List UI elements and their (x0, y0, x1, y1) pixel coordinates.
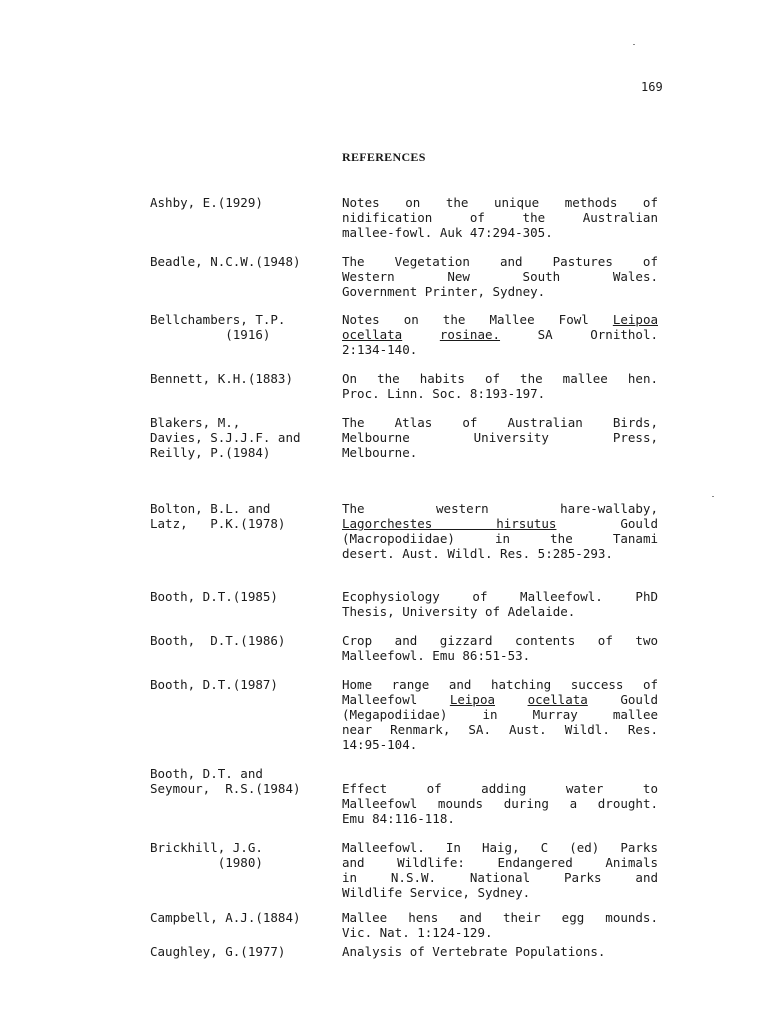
citation-text (495, 692, 528, 707)
citation-text: Malleefowl mounds during a drought. (342, 796, 658, 811)
reference-citation (342, 944, 658, 959)
author-line: Seymour, R.S.(1984) (150, 781, 301, 796)
citation-line (342, 371, 658, 386)
citation-text: The Vegetation and Pastures of (342, 254, 658, 269)
citation-text: Malleefowl (342, 692, 450, 707)
reference-citation (342, 677, 658, 752)
citation-text: mallee-fowl. Auk 47:294-305. (342, 225, 553, 240)
citation-text: Emu 84:116-118. (342, 811, 455, 826)
author-line: Booth, D.T.(1986) (150, 633, 286, 648)
citation-text: Government Printer, Sydney. (342, 284, 546, 299)
page-number: 169 (641, 80, 663, 94)
reference-author (150, 415, 340, 460)
citation-text: Vic. Nat. 1:124-129. (342, 925, 493, 940)
citation-text: Melbourne. (342, 445, 418, 460)
reference-citation (342, 910, 658, 940)
italic-taxon-text: ocellata (527, 692, 588, 707)
citation-text: Notes on the unique methods of (342, 195, 658, 210)
citation-text: desert. Aust. Wildl. Res. 5:285-293. (342, 546, 613, 561)
reference-author (150, 910, 340, 925)
citation-text: Analysis of Vertebrate Populations. (342, 944, 606, 959)
citation-line (342, 589, 658, 604)
reference-citation (342, 195, 658, 240)
scan-speck (712, 496, 714, 497)
italic-taxon-text: rosinae. (439, 327, 501, 342)
citation-line (342, 284, 658, 299)
citation-text: in N.S.W. National Parks and (342, 870, 658, 885)
citation-line (342, 195, 658, 210)
italic-taxon-text: Leipoa (449, 692, 495, 707)
citation-text: Western New South Wales. (342, 269, 658, 284)
citation-text: Proc. Linn. Soc. 8:193-197. (342, 386, 546, 401)
reference-author (150, 312, 340, 342)
citation-line (342, 722, 658, 737)
citation-line (342, 254, 658, 269)
citation-text: Effect of adding water to (342, 781, 658, 796)
author-line: (1980) (150, 855, 263, 870)
citation-text: (Macropodiidae) in the Tanami (342, 531, 658, 546)
reference-citation (342, 589, 658, 619)
citation-line (342, 781, 658, 796)
citation-line (342, 501, 658, 516)
citation-line (342, 516, 658, 531)
reference-author (150, 766, 340, 796)
reference-citation (342, 415, 658, 460)
author-line: Campbell, A.J.(1884) (150, 910, 301, 925)
reference-author (150, 371, 340, 386)
citation-line (342, 430, 658, 445)
author-line: Reilly, P.(1984) (150, 445, 271, 460)
citation-text: The western hare-wallaby, (342, 501, 658, 516)
citation-line (342, 633, 658, 648)
citation-text: and Wildlife: Endangered Animals (342, 855, 658, 870)
author-line: Ashby, E.(1929) (150, 195, 263, 210)
citation-text: Gould (587, 692, 658, 707)
citation-line (342, 531, 658, 546)
citation-line (342, 910, 658, 925)
author-line: Beadle, N.C.W.(1948) (150, 254, 301, 269)
italic-taxon-text: ocellata (342, 327, 403, 342)
italic-taxon-text: Lagorchestes hirsutus (342, 516, 557, 531)
citation-line (342, 415, 658, 430)
reference-citation (342, 312, 658, 357)
citation-text: 2:134-140. (342, 342, 418, 357)
citation-text: nidification of the Australian (342, 210, 658, 225)
citation-text: Notes on the Mallee Fowl (342, 312, 613, 327)
citation-line (342, 269, 658, 284)
citation-line (342, 312, 658, 327)
citation-line (342, 737, 658, 752)
citation-text (402, 327, 440, 342)
citation-line (342, 342, 658, 357)
citation-text: The Atlas of Australian Birds, (342, 415, 658, 430)
author-line: Latz, P.K.(1978) (150, 516, 286, 531)
citation-line (342, 225, 658, 240)
author-line: Bellchambers, T.P. (150, 312, 286, 327)
citation-line (342, 692, 658, 707)
citation-line (342, 840, 658, 855)
citation-line (342, 604, 658, 619)
citation-text: On the habits of the mallee hen. (342, 371, 658, 386)
reference-citation (342, 633, 658, 663)
citation-line (342, 944, 658, 959)
citation-text: Wildlife Service, Sydney. (342, 885, 531, 900)
citation-text: Gould (556, 516, 658, 531)
author-line: Bolton, B.L. and (150, 501, 271, 516)
citation-line (342, 707, 658, 722)
citation-line (342, 648, 658, 663)
citation-line (342, 327, 658, 342)
citation-line (342, 546, 658, 561)
reference-author (150, 501, 340, 531)
author-line: Booth, D.T.(1985) (150, 589, 278, 604)
reference-citation (342, 371, 658, 401)
citation-line (342, 766, 658, 781)
reference-author (150, 254, 340, 269)
reference-author (150, 633, 340, 648)
author-line: (1916) (150, 327, 271, 342)
reference-author (150, 944, 340, 959)
citation-text: (Megapodiidae) in Murray mallee (342, 707, 658, 722)
reference-author (150, 840, 340, 870)
citation-text: Malleefowl. Emu 86:51-53. (342, 648, 531, 663)
citation-text: Home range and hatching success of (342, 677, 658, 692)
author-line: Brickhill, J.G. (150, 840, 263, 855)
citation-text: Mallee hens and their egg mounds. (342, 910, 658, 925)
author-line: Davies, S.J.J.F. and (150, 430, 301, 445)
citation-text: Malleefowl. In Haig, C (ed) Parks (342, 840, 658, 855)
reference-citation (342, 501, 658, 561)
citation-text: SA Ornithol. (500, 327, 658, 342)
reference-citation (342, 840, 658, 900)
reference-citation (342, 766, 658, 826)
author-line: Booth, D.T. and (150, 766, 263, 781)
reference-author (150, 195, 340, 210)
citation-line (342, 445, 658, 460)
author-line: Booth, D.T.(1987) (150, 677, 278, 692)
citation-text: near Renmark, SA. Aust. Wildl. Res. (342, 722, 658, 737)
citation-text: Ecophysiology of Malleefowl. PhD (342, 589, 658, 604)
page-heading: REFERENCES (342, 150, 426, 164)
citation-line (342, 210, 658, 225)
author-line: Bennett, K.H.(1883) (150, 371, 293, 386)
citation-line (342, 677, 658, 692)
author-line: Caughley, G.(1977) (150, 944, 286, 959)
citation-line (342, 796, 658, 811)
citation-text: 14:95-104. (342, 737, 418, 752)
citation-line (342, 386, 658, 401)
citation-text: Thesis, University of Adelaide. (342, 604, 576, 619)
reference-author (150, 677, 340, 692)
reference-citation (342, 254, 658, 299)
citation-line (342, 870, 658, 885)
citation-line (342, 925, 658, 940)
citation-line (342, 855, 658, 870)
reference-author (150, 589, 340, 604)
italic-taxon-text: Leipoa (612, 312, 658, 327)
citation-text: Crop and gizzard contents of two (342, 633, 658, 648)
citation-line (342, 885, 658, 900)
author-line: Blakers, M., (150, 415, 241, 430)
scan-speck (633, 44, 635, 45)
citation-text: Melbourne University Press, (342, 430, 658, 445)
citation-line (342, 811, 658, 826)
